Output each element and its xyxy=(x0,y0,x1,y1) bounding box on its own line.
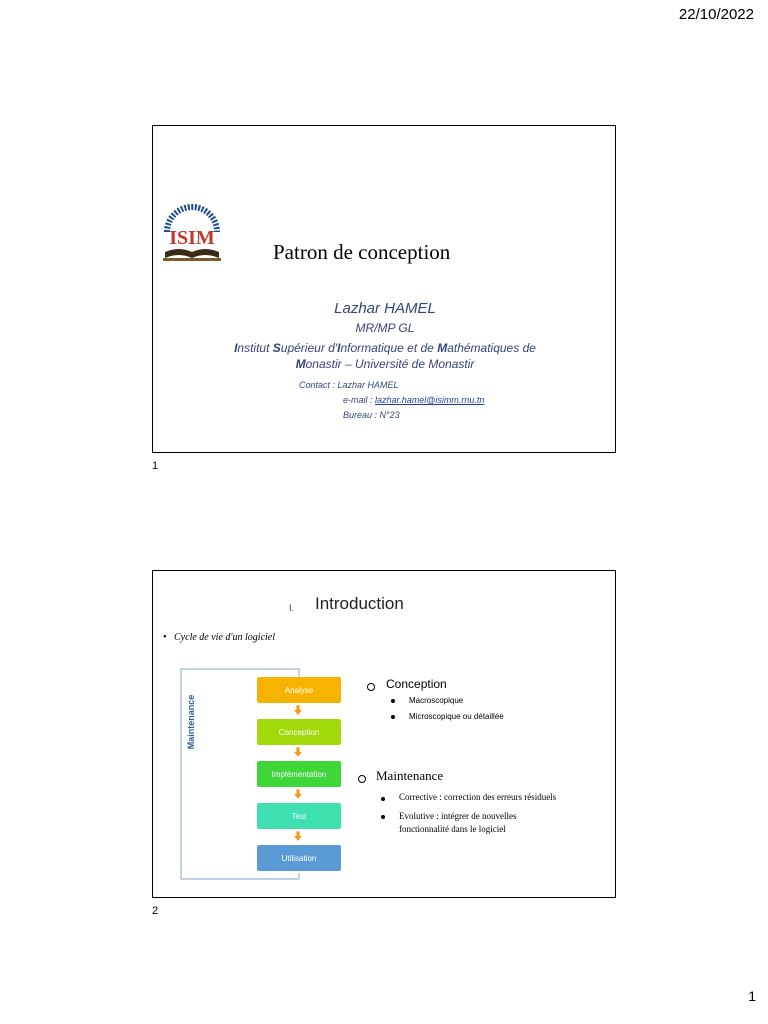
email-link[interactable]: lazhar.hamel@isimm.rnu.tn xyxy=(375,395,485,405)
institute-line-1: Institut Supérieur d'Informatique et de Mathématiques de xyxy=(234,341,536,355)
isimm-logo xyxy=(159,192,225,270)
down-arrow-icon xyxy=(294,789,302,799)
conception-item-2: Microscopique ou détaillée xyxy=(409,712,504,721)
section-title: Introduction xyxy=(315,594,404,613)
dot-bullet-icon xyxy=(381,815,385,819)
flow-step: Conception xyxy=(257,719,341,745)
page-date: 22/10/2022 xyxy=(678,6,754,23)
down-arrow-icon xyxy=(294,831,302,841)
flow-step: Test xyxy=(257,803,341,829)
slide-1 xyxy=(152,125,616,453)
slide-number: 1 xyxy=(152,460,159,472)
conception-heading: Conception xyxy=(386,677,447,691)
slide-title: Patron de conception xyxy=(273,240,451,264)
maintenance-side-label: Maintenance xyxy=(186,694,196,750)
institute-line-2: Monastir – Université de Monastir xyxy=(295,357,475,371)
flow-step: Implémentation xyxy=(257,761,341,787)
author-role: MR/MP GL xyxy=(355,321,415,335)
dot-bullet-icon xyxy=(391,715,395,719)
page-number: 1 xyxy=(748,988,756,1004)
flow-step: Analyse xyxy=(257,677,341,703)
maintenance-evolutive: Evolutive : intégrer de nouvelles fonctionnalité dans le logiciel xyxy=(399,811,517,834)
conception-item-1: Macroscopique xyxy=(409,696,464,705)
lifecycle-bullet: • Cycle de vie d'un logiciel xyxy=(163,632,276,643)
down-arrow-icon xyxy=(294,705,302,715)
flow-step: Utilisation xyxy=(257,845,341,871)
bureau-line: Bureau : N°23 xyxy=(343,410,400,420)
circle-bullet-icon xyxy=(358,775,366,783)
section-numeral: I. xyxy=(289,603,295,613)
email-line: e-mail : lazhar.hamel@isimm.rnu.tn xyxy=(343,395,485,405)
dot-bullet-icon xyxy=(391,699,395,703)
dot-bullet-icon xyxy=(381,797,385,801)
maintenance-corrective: Corrective : correction des erreurs résiduels xyxy=(399,792,557,802)
slide-2 xyxy=(152,570,616,898)
down-arrow-icon xyxy=(294,747,302,757)
contact-line: Contact : Lazhar HAMEL xyxy=(299,380,399,390)
circle-bullet-icon xyxy=(367,683,375,691)
slide-number: 2 xyxy=(152,905,159,917)
svg-text:ISIM: ISIM xyxy=(169,227,215,249)
maintenance-heading: Maintenance xyxy=(376,768,444,783)
author-name: Lazhar HAMEL xyxy=(334,300,436,317)
institute-name xyxy=(153,340,617,372)
